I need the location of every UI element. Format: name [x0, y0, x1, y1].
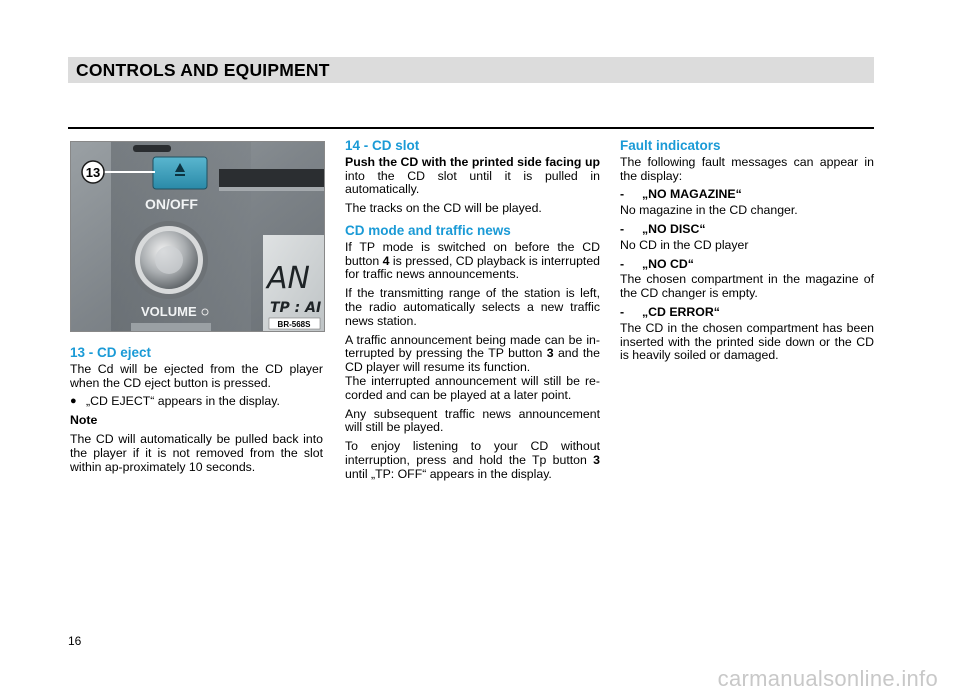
figure-code: BR-568S [277, 320, 311, 329]
fault-title [620, 188, 874, 202]
fault-title [620, 258, 874, 272]
radio-illustration [70, 141, 325, 332]
column-fault-indicators [620, 139, 874, 368]
interrupted-announcement-text: The interrupted announcement will still be re-corded and can be played at a later point. [345, 373, 600, 402]
fault-title [620, 223, 874, 237]
heading-cd-mode-traffic: CD mode and traffic news [345, 222, 511, 238]
uninterrupted-text-a: To enjoy listening to your CD without interruption, press and hold the Tp button [345, 439, 600, 467]
bullet-icon: ● [70, 395, 77, 408]
fault-title-text: „NO CD“ [642, 256, 694, 271]
dash-icon: - [620, 187, 625, 202]
fault-desc: No magazine in the CD changer. [620, 203, 798, 218]
tp-mode-text-c: is pressed, CD playback is interrupted for traffic news announcements. [345, 253, 601, 282]
uninterrupted-text-c: until „TP: OFF“ appears in the display. [345, 466, 552, 481]
tp-button-number-2: 3 [593, 452, 600, 467]
column-cd-eject [70, 346, 323, 479]
transmitting-range-text: If the transmitting range of the station is left, the radio automatically selects a new traffic news station. [345, 286, 600, 328]
fault-title-text: „CD ERROR“ [642, 304, 720, 319]
volume-label: VOLUME [141, 304, 197, 319]
note-text: The CD will automatically be pulled back into the player if it is not removed from the slot within ap-proximately 10 seconds. [70, 431, 323, 474]
page-title: CONTROLS AND EQUIPMENT [76, 60, 330, 80]
watermark[interactable]: carmanualsonline.info [717, 666, 938, 691]
fault-desc: The chosen compartment in the magazine of the CD changer is empty. [620, 272, 874, 301]
fault-title [620, 306, 874, 320]
announcement-text-c: and the CD player will resume its function. [345, 346, 600, 375]
list-item [70, 395, 323, 409]
tp-mode-text-a: If TP mode is switched on before the CD button [345, 239, 600, 268]
fault-intro-text: The following fault messages can appear in the display: [620, 154, 874, 183]
note-label: Note [70, 413, 98, 428]
cd-eject-text: The Cd will be ejected from the CD player when the CD eject button is pressed. [70, 361, 323, 390]
fault-desc: No CD in the CD player [620, 237, 749, 252]
announcement-text-a: A traffic announcement being made can be in-terrupted by pressing the TP button [345, 332, 600, 361]
onoff-label: ON/OFF [145, 196, 198, 212]
uninterrupted-paragraph [345, 440, 600, 481]
cd-slot-paragraph [345, 156, 600, 197]
heading-cd-eject: 13 - CD eject [70, 345, 152, 360]
cd-slot-text: into the CD slot until it is pulled in automatically. [345, 168, 600, 197]
dash-icon: - [620, 221, 625, 236]
heading-fault-indicators: Fault indicators [620, 138, 721, 153]
fault-title-text: „NO DISC“ [642, 221, 706, 236]
subsequent-news-text: Any subsequent traffic news announcement will still be played. [345, 406, 600, 435]
fault-title-text: „NO MAGAZINE“ [642, 187, 742, 202]
tracks-text: The tracks on the CD will be played. [345, 201, 542, 216]
cd-button-number: 4 [382, 253, 390, 268]
callout-number: 13 [85, 165, 101, 180]
display-small-text: TP : AI [270, 300, 322, 316]
display-big-text: AN [267, 261, 310, 296]
header-rule [68, 127, 874, 129]
fault-desc: The CD in the chosen compartment has been inserted with the printed side down or the CD is heavily soiled or damaged. [620, 320, 874, 363]
dash-icon: - [620, 304, 625, 319]
cd-eject-bullet-text: „CD EJECT“ appears in the display. [86, 394, 280, 409]
traffic-announcement-paragraph [345, 334, 600, 375]
dash-icon: - [620, 256, 625, 271]
header-bar [68, 57, 874, 83]
cd-slot-bold-text: Push the CD with the printed side facing up [345, 154, 600, 169]
page-number: 16 [68, 634, 82, 648]
heading-cd-slot: 14 - CD slot [345, 138, 420, 153]
column-cd-slot [345, 139, 600, 487]
tp-mode-paragraph [345, 241, 600, 282]
tp-button-number: 3 [546, 346, 554, 361]
